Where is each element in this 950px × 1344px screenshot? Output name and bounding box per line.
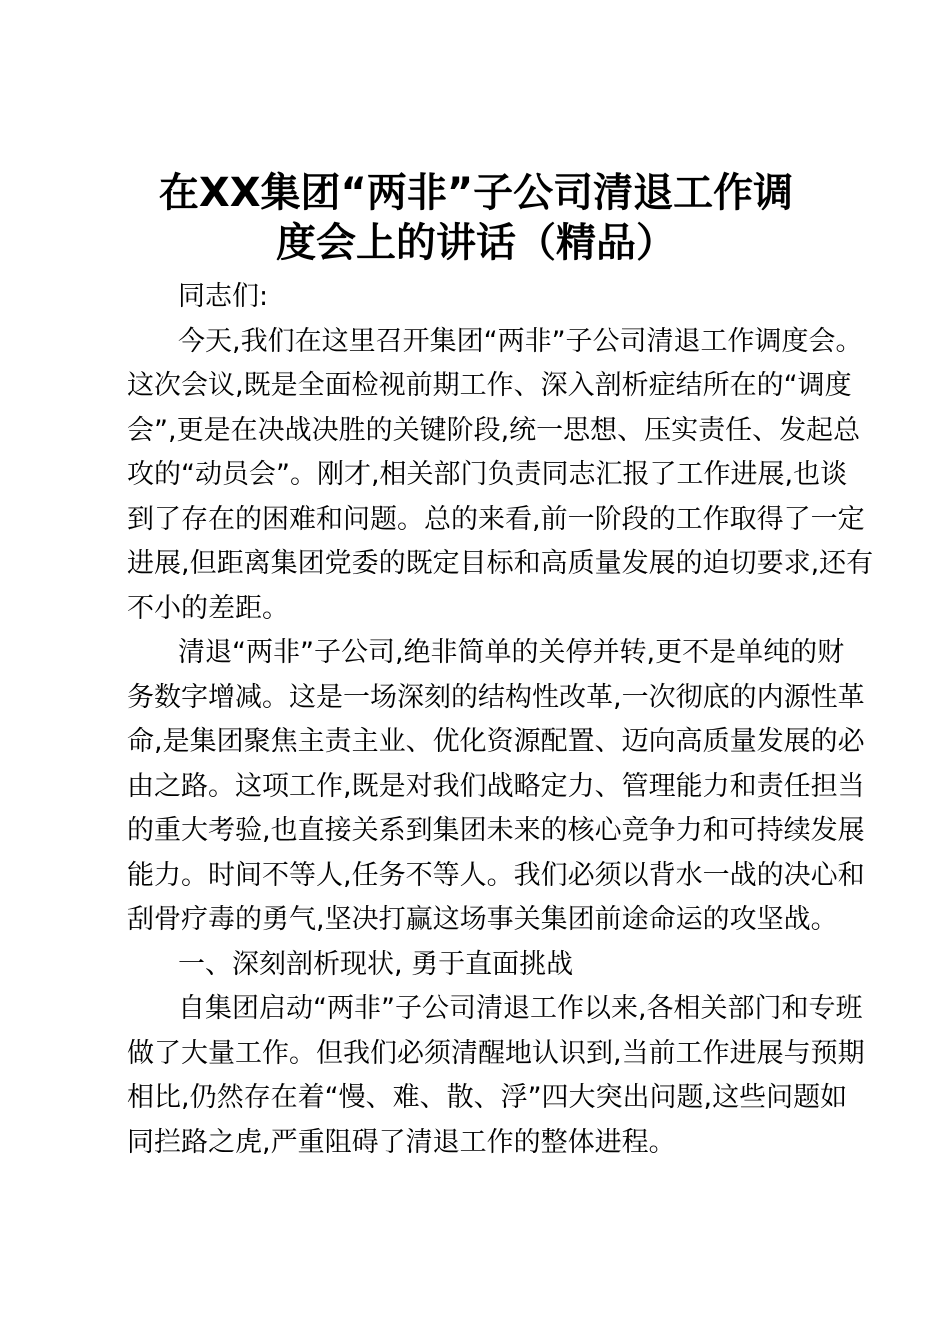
paragraph-line: 会”,更是在决战决胜的关键阶段,统一思想、压实责任、发起总 — [127, 414, 861, 446]
paragraph-line: 刮骨疗毒的勇气,坚决打赢这场事关集团前途命运的攻坚战。 — [127, 904, 838, 935]
paragraph-line: 今天,我们在这里召开集团“两非”子公司清退工作调度会。 — [178, 325, 863, 357]
paragraph-line: 同拦路之虎,严重阻碍了清退工作的整体进程。 — [127, 1126, 676, 1158]
paragraph-line: 相比,仍然存在着“慢、难、散、浮”四大突出问题,这些问题如 — [127, 1082, 848, 1113]
paragraph-line: 自集团启动“两非”子公司清退工作以来,各相关部门和专班 — [178, 993, 863, 1024]
paragraph-line: 务数字增减。这是一场深刻的结构性改革,一次彻底的内源性革 — [127, 681, 865, 713]
paragraph-line: 能力。时间不等人,任务不等人。我们必须以背水一战的决心和 — [127, 859, 865, 891]
paragraph-line: 由之路。这项工作,既是对我们战略定力、管理能力和责任担当 — [127, 770, 865, 802]
document-title-line-2: 度会上的讲话（精品） — [276, 220, 676, 266]
paragraph-line: 做了大量工作。但我们必须清醒地认识到,当前工作进展与预期 — [127, 1037, 865, 1069]
paragraph-line: 命,是集团聚焦主责主业、优化资源配置、迈向高质量发展的必 — [127, 726, 865, 757]
paragraph-line: 清退“两非”子公司,绝非简单的关停并转,更不是单纯的财 — [178, 637, 845, 668]
paragraph-line: 不小的差距。 — [127, 592, 289, 624]
paragraph-line: 的重大考验,也直接关系到集团未来的核心竞争力和可持续发展 — [127, 815, 865, 846]
document-title — [120, 168, 832, 268]
document-title-line-1: 在XX集团“两非”子公司清退工作调 — [158, 170, 794, 216]
paragraph-line: 同志们: — [178, 281, 269, 312]
section-heading: 一、深刻剖析现状, 勇于直面挑战 — [178, 948, 574, 980]
paragraph-line: 攻的“动员会”。刚才,相关部门负责同志汇报了工作进展,也谈 — [127, 459, 848, 490]
paragraph-line: 这次会议,既是全面检视前期工作、深入剖析症结所在的“调度 — [127, 370, 852, 401]
document-body — [127, 280, 874, 1170]
paragraph-line: 进展,但距离集团党委的既定目标和高质量发展的迫切要求,还有 — [127, 548, 874, 579]
paragraph-line: 到了存在的困难和问题。总的来看,前一阶段的工作取得了一定 — [127, 503, 865, 535]
